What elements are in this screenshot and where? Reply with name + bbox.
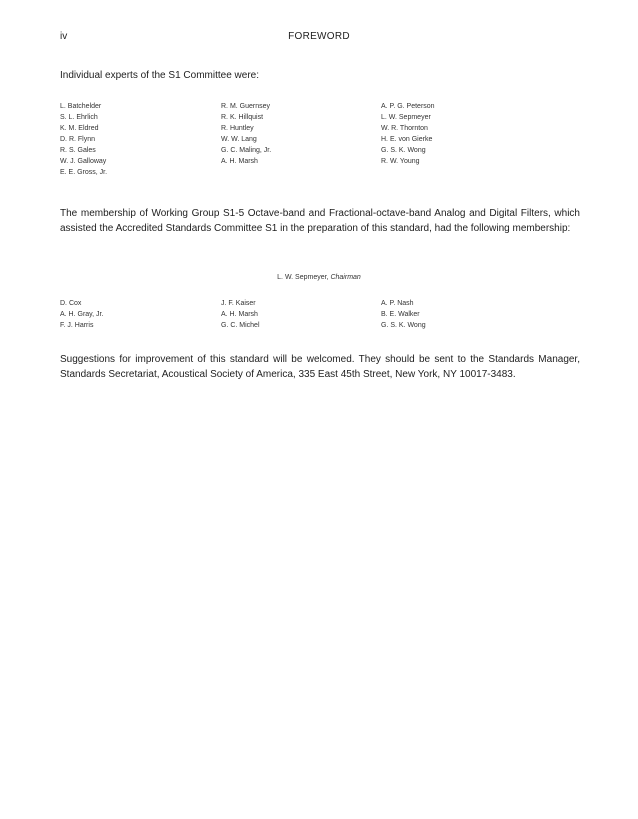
member-name: R. Huntley [221, 125, 254, 132]
member-name: W. R. Thornton [381, 125, 428, 132]
member-name: G. S. K. Wong [381, 147, 426, 154]
member-name: A. P. Nash [381, 300, 414, 307]
working-group-column-1 [60, 298, 103, 331]
s1-committee-intro: Individual experts of the S1 Committee were: [60, 70, 259, 81]
member-name: G. C. Michel [221, 322, 260, 329]
member-name: G. C. Maling, Jr. [221, 147, 272, 154]
member-name: A. H. Marsh [221, 311, 258, 318]
page-number: iv [60, 31, 68, 42]
working-group-chairman [0, 274, 638, 281]
member-name: F. J. Harris [60, 322, 94, 329]
suggestions-paragraph: Suggestions for improvement of this standard will be welcomed. They should be sent to the Standards Manager, Standards Secretariat, Acoustical Society of America, 335 East 45th Street, New York, NY 10017-3483. [60, 354, 580, 380]
member-name: L. Batchelder [60, 103, 102, 110]
member-name: R. M. Guernsey [221, 103, 271, 110]
member-name: D. Cox [60, 300, 82, 307]
member-name: A. P. G. Peterson [381, 103, 435, 110]
member-name: A. H. Gray, Jr. [60, 311, 104, 318]
running-title: FOREWORD [288, 31, 350, 42]
s1-committee-column-2 [221, 101, 271, 167]
member-name: J. F. Kaiser [221, 300, 256, 307]
member-name: D. R. Flynn [60, 136, 96, 143]
member-name: S. L. Ehrlich [60, 114, 98, 121]
member-name: G. S. K. Wong [381, 322, 426, 329]
working-group-column-3 [381, 298, 426, 331]
member-name: H. E. von Gierke [381, 136, 433, 143]
member-name: W. W. Lang [221, 136, 257, 143]
working-group-paragraph: The membership of Working Group S1-5 Octave-band and Fractional-octave-band Analog and Digital Filters, which assisted the Accredited Standards Committee S1 in the preparation of this standard, had the following membership: [60, 208, 580, 234]
member-name: A. H. Marsh [221, 158, 258, 165]
s1-committee-column-1 [60, 101, 107, 178]
chairman-title: Chairman [330, 274, 361, 281]
chairman-name: L. W. Sepmeyer, [277, 274, 329, 281]
member-name: R. W. Young [381, 158, 420, 165]
member-name: B. E. Walker [381, 311, 420, 318]
member-name: L. W. Sepmeyer [381, 114, 431, 121]
working-group-column-2 [221, 298, 260, 331]
member-name: R. S. Gales [60, 147, 96, 154]
member-name: K. M. Eldred [60, 125, 99, 132]
member-name: W. J. Galloway [60, 158, 107, 165]
member-name: E. E. Gross, Jr. [60, 169, 108, 176]
s1-committee-column-3 [381, 101, 435, 167]
member-name: R. K. Hillquist [221, 114, 264, 121]
